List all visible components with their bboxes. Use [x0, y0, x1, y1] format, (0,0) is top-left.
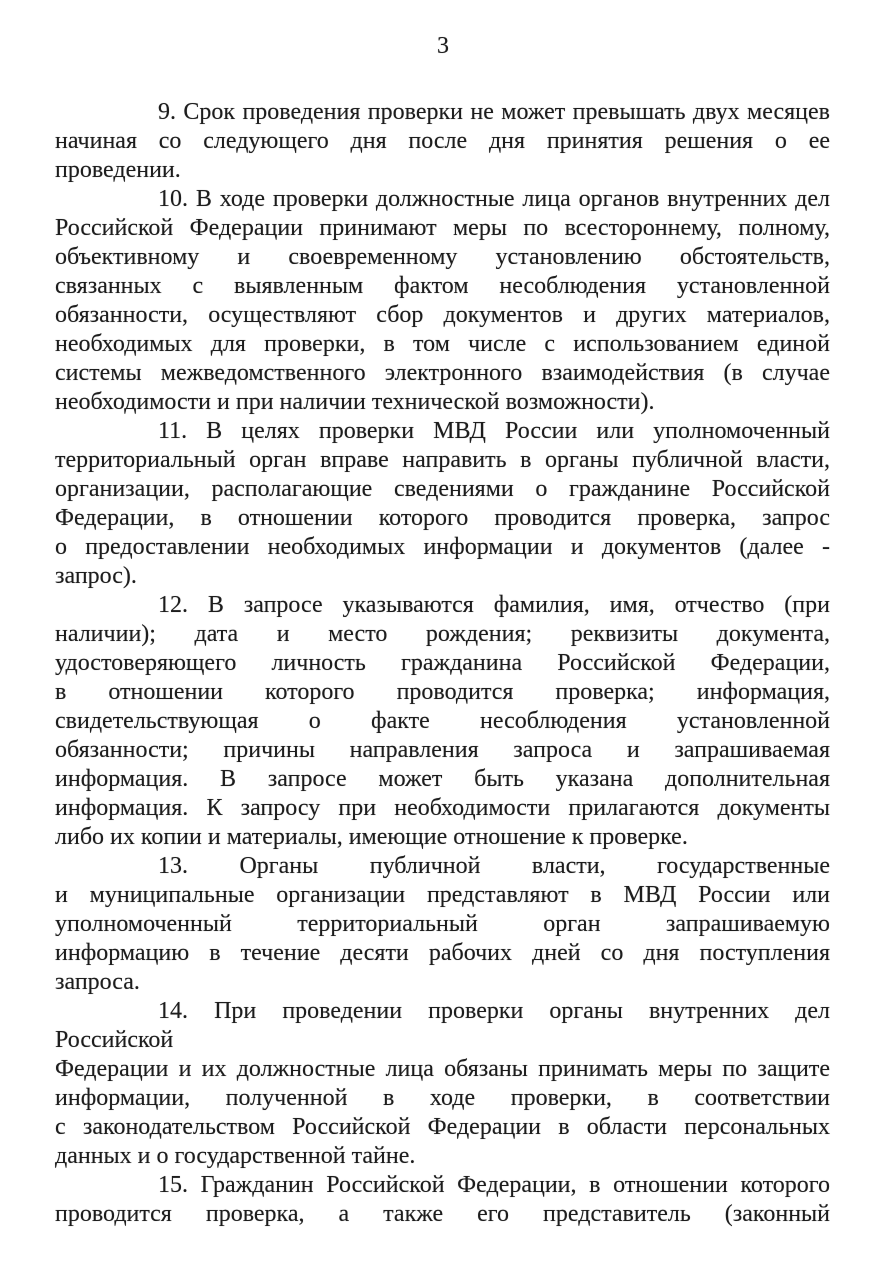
text-line: территориальный орган вправе направить в органы публичной власти,	[55, 447, 830, 473]
paragraph-14	[55, 997, 830, 1171]
text-line: свидетельствующая о факте несоблюдения установленной	[55, 708, 830, 734]
paragraph-15	[55, 1171, 830, 1229]
paragraph-10	[55, 185, 830, 417]
paragraph-9	[55, 98, 830, 185]
text-line: начиная со следующего дня после дня принятия решения о ее	[55, 128, 830, 154]
text-line: запрос).	[55, 563, 137, 589]
paragraph-12	[55, 591, 830, 852]
text-line: информация. В запросе может быть указана дополнительная	[55, 766, 830, 792]
text-line: необходимости и при наличии технической возможности).	[55, 389, 655, 415]
text-line: проведении.	[55, 157, 181, 183]
text-line: обязанности; причины направления запроса и запрашиваемая	[55, 737, 830, 763]
document-body	[55, 98, 830, 1229]
text-line: объективному и своевременному установлению обстоятельств,	[55, 244, 830, 270]
text-line: данных и о государственной тайне.	[55, 1143, 416, 1169]
text-line: проводится проверка, а также его представитель (законный	[55, 1201, 830, 1227]
text-line: информация. К запросу при необходимости прилагаются документы	[55, 795, 830, 821]
text-line: Федерации, в отношении которого проводится проверка, запрос	[55, 505, 830, 531]
text-line: запроса.	[55, 969, 140, 995]
text-line: 12. В запросе указываются фамилия, имя, отчество (при	[158, 592, 830, 618]
text-line: наличии); дата и место рождения; реквизиты документа,	[55, 621, 830, 647]
text-line: 15. Гражданин Российской Федерации, в отношении которого	[158, 1172, 830, 1198]
text-line: Российской Федерации принимают меры по всестороннему, полному,	[55, 215, 830, 241]
text-line: и муниципальные организации представляют в МВД России или	[55, 882, 830, 908]
text-line: либо их копии и материалы, имеющие отношение к проверке.	[55, 824, 688, 850]
text-line: удостоверяющего личность гражданина Российской Федерации,	[55, 650, 830, 676]
text-line: организации, располагающие сведениями о гражданине Российской	[55, 476, 830, 502]
text-line: системы межведомственного электронного взаимодействия (в случае	[55, 360, 830, 386]
text-line: 14. При проведении проверки органы внутренних дел Российской	[55, 998, 830, 1053]
text-line: информацию в течение десяти рабочих дней со дня поступления	[55, 940, 830, 966]
text-line: уполномоченный территориальный орган запрашиваемую	[55, 911, 830, 937]
text-line: о предоставлении необходимых информации и документов (далее -	[55, 534, 830, 560]
text-line: 9. Срок проведения проверки не может превышать двух месяцев	[158, 99, 830, 125]
paragraph-11	[55, 417, 830, 591]
text-line: в отношении которого проводится проверка; информация,	[55, 679, 830, 705]
page-number: 3	[437, 33, 449, 59]
text-line: информации, полученной в ходе проверки, в соответствии	[55, 1085, 830, 1111]
text-line: 10. В ходе проверки должностные лица органов внутренних дел	[158, 186, 830, 212]
text-line: с законодательством Российской Федерации в области персональных	[55, 1114, 830, 1140]
text-line: 13. Органы публичной власти, государственные	[158, 853, 830, 879]
text-line: Федерации и их должностные лица обязаны принимать меры по защите	[55, 1056, 830, 1082]
text-line: связанных с выявленным фактом несоблюдения установленной	[55, 273, 830, 299]
text-line: обязанности, осуществляют сбор документов и других материалов,	[55, 302, 830, 328]
paragraph-13	[55, 852, 830, 997]
text-line: 11. В целях проверки МВД России или уполномоченный	[158, 418, 830, 444]
text-line: необходимых для проверки, в том числе с использованием единой	[55, 331, 830, 357]
